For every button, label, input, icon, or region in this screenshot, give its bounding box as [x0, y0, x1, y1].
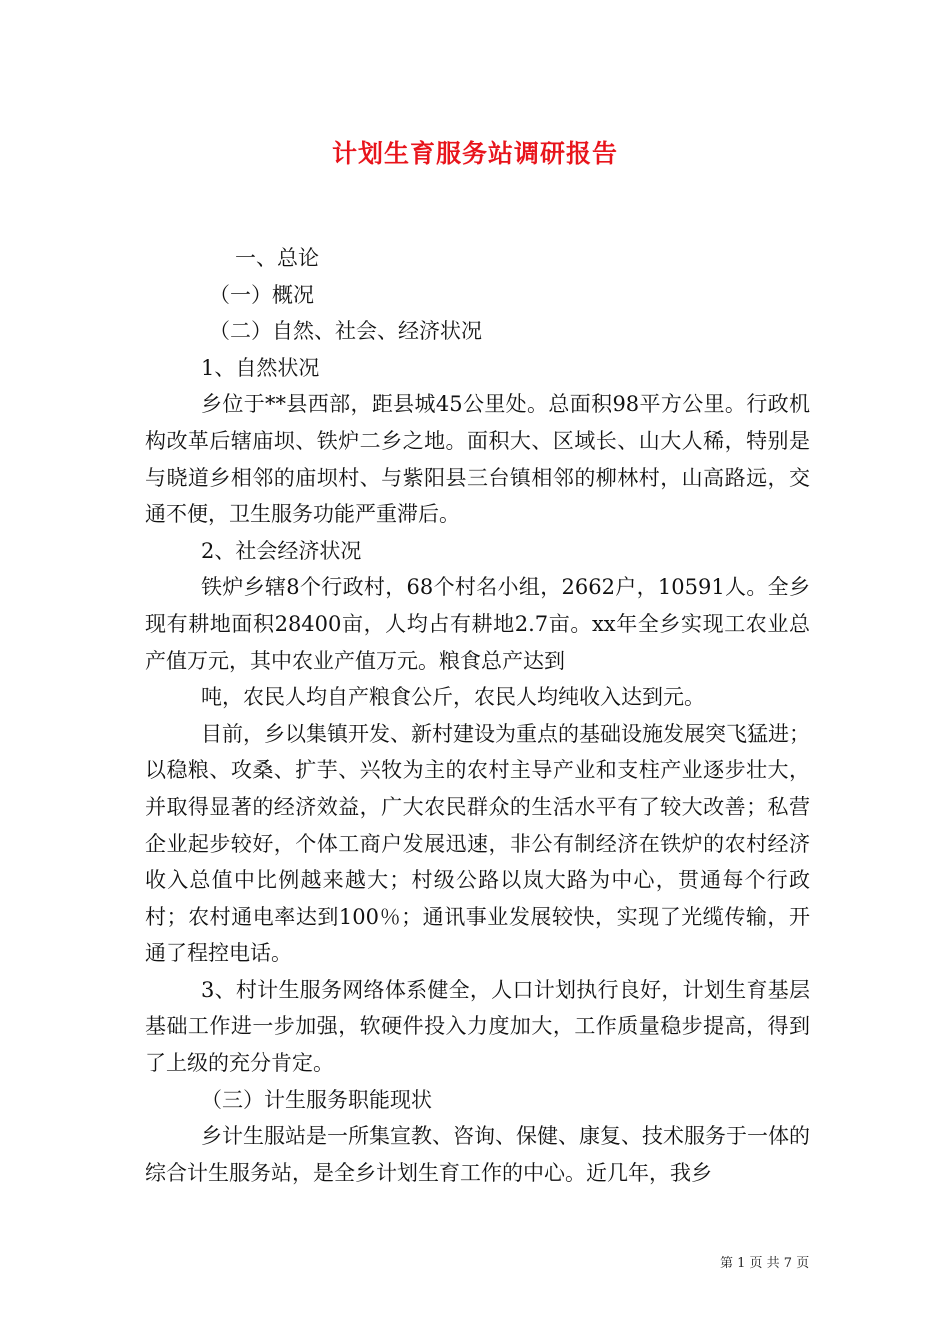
- paragraph-development: 目前，乡以集镇开发、新村建设为重点的基础设施发展突飞猛进；以稳粮、攻桑、扩芋、兴牧为主的农村主导产业和支柱产业逐步壮大，并取得显著的经济效益，广大农民群众的生活水平有了较大改善；私营企业起步较好，个体工商户发展迅速，非公有制经济在铁炉的农村经济收入总值中比例越来越大；村级公路以岚大路为中心，贯通每个行政村；农村通电率达到100％；通讯事业发展较快，实现了光缆传输，开通了程控电话。: [145, 721, 810, 966]
- item-heading-socioeconomic: 2、社会经济状况: [201, 538, 362, 563]
- subsection-heading-overview: （一）概况: [209, 282, 314, 307]
- section-heading-general: 一、总论: [235, 246, 319, 270]
- subsection-heading-conditions: （二）自然、社会、经济状况: [209, 319, 482, 344]
- paragraph-natural: 乡位于**县西部，距县城45公里处。总面积98平方公里。行政机构改革后辖庙坝、铁炉二乡之地。面积大、区域长、山大人稀，特别是与晓道乡相邻的庙坝村、与紫阳县三台镇相邻的柳林村，山高路远，交通不便，卫生服务功能严重滞后。: [145, 392, 810, 527]
- paragraph-service-network: 3、村计生服务网络体系健全，人口计划执行良好，计划生育基层基础工作进一步加强，软硬件投入力度加大，工作质量稳步提高，得到了上级的充分肯定。: [145, 977, 810, 1076]
- subsection-heading-service-status: （三）计生服务职能现状: [201, 1087, 432, 1112]
- document-body: [145, 240, 810, 1191]
- paragraph-grain-income: 吨，农民人均自产粮食公斤，农民人均纯收入达到元。: [201, 685, 705, 710]
- paragraph-socioeconomic: 铁炉乡辖8个行政村，68个村名小组，2662户，10591人。全乡现有耕地面积28400亩，人均占有耕地2.7亩。xx年全乡实现工农业总产值万元，其中农业产值万元。粮食总产达到: [145, 575, 811, 673]
- document-title: 计划生育服务站调研报告: [331, 139, 618, 168]
- page-number: 第 1 页 共 7 页: [720, 1256, 810, 1271]
- item-heading-natural: 1、自然状况: [201, 355, 320, 380]
- paragraph-service-station: 乡计生服站是一所集宣教、咨询、保健、康复、技术服务于一体的综合计生服务站，是全乡计划生育工作的中心。近几年，我乡: [145, 1124, 810, 1185]
